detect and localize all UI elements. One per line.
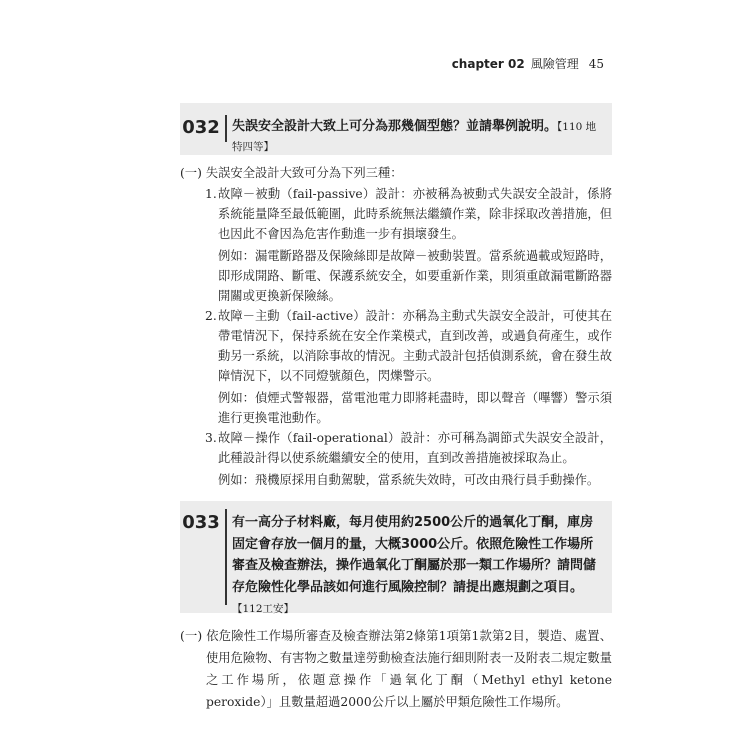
running-header <box>452 55 604 72</box>
question-number: 032 <box>182 117 220 138</box>
answer-033 <box>180 625 612 713</box>
item-text: 故障－操作（fail-operational）設計：亦可稱為調節式失誤安全設計，此種設計得以使系統繼續安全的使用，直到改善措施被採取為止。 <box>218 431 612 465</box>
item-number: 3. <box>205 431 217 445</box>
answer-item <box>180 428 612 490</box>
item-number: 1. <box>205 187 217 201</box>
question-text <box>232 512 606 621</box>
answer-lead: (一) 失誤安全設計大致可分為下列三種： <box>180 166 403 180</box>
question-divider <box>225 509 227 605</box>
question-text <box>232 117 606 157</box>
answer-list <box>180 184 612 490</box>
answer-032 <box>180 163 612 490</box>
answer-item <box>180 306 612 428</box>
question-body: 有一高分子材料廠，每月使用約2500公斤的過氧化丁酮，庫房固定會存放一個月的量，大概3000公斤。依照危險性工作場所審查及檢查辦法，操作過氧化丁酮屬於那一類工作場所？請問儲存危險性化學品該如何進行風險控制？請提出應規劃之項目。 <box>232 515 597 595</box>
question-body: 失誤安全設計大致上可分為那幾個型態？並請舉例說明。 <box>232 119 558 134</box>
item-example: 例如：飛機原採用自動駕駛，當系統失效時，可改由飛行員手動操作。 <box>218 473 600 487</box>
item-text: 故障－被動（fail-passive）設計：亦被稱為被動式失誤安全設計，係將系統能量降至最低範圍，此時系統無法繼續作業，除非採取改善措施，但也因此不會因為危害作動進一步有損壞發生。 <box>218 187 612 241</box>
item-text: 故障－主動（fail-active）設計：亦稱為主動式失誤安全設計，可使其在帶電情況下，保持系統在安全作業模式，直到改善，或過負荷產生，或作動另一系統，以消除事故的情況。主動式設計包括偵測系統，會在發生故障情況下，以不同燈號顏色，閃爍警示。 <box>218 309 612 383</box>
exam-source-tag: 【110 地特四等】 <box>232 121 597 153</box>
answer-item <box>180 184 612 306</box>
page-number: 45 <box>588 57 604 71</box>
answer-paragraph: (一) 依危險性工作場所審查及檢查辦法第2條第1項第1款第2目，製造、處置、使用危險物、有害物之數量達勞動檢查法施行細則附表一及附表二規定數量之工作場所，依題意操作「過氧化丁酮（Methyl ethyl ketone peroxide）」且數量超過2000公斤以上屬於甲類危險性工作場所。 <box>180 629 612 709</box>
chapter-label: chapter 02 <box>451 57 525 71</box>
item-example: 例如：漏電斷路器及保險絲即是故障－被動裝置。當系統過載或短路時，即形成開路、斷電、保護系統安全，如要重新作業，則須重啟漏電斷路器開關或更換新保險絲。 <box>218 249 612 303</box>
chapter-topic: 風險管理 <box>530 57 579 71</box>
question-box-033 <box>180 501 612 613</box>
question-number: 033 <box>182 512 220 533</box>
exam-source-tag: 【112工安】 <box>232 603 295 615</box>
question-divider <box>225 115 227 142</box>
item-example: 例如：偵煙式警報器，當電池電力即將耗盡時，即以聲音（嗶響）警示須進行更換電池動作。 <box>218 391 612 425</box>
item-number: 2. <box>205 309 217 323</box>
question-box-032 <box>180 103 612 155</box>
